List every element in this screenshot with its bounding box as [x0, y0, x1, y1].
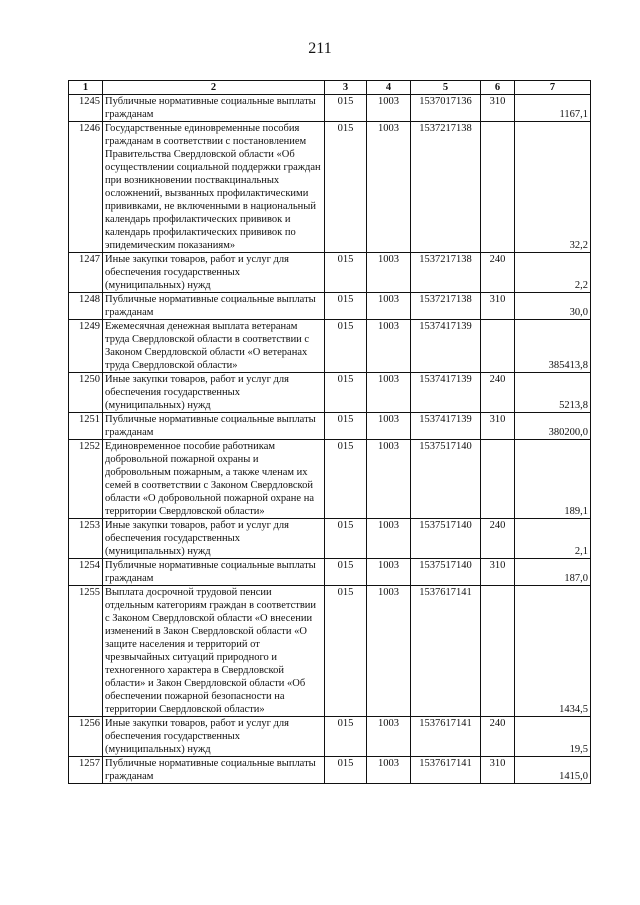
- row-code3-cell: 015: [325, 757, 367, 784]
- row-code6-cell: 240: [481, 717, 515, 757]
- table-row: [69, 95, 591, 122]
- row-sum-cell: 1434,5: [515, 586, 591, 717]
- row-code5-cell: 1537417139: [411, 413, 481, 440]
- table-row: [69, 440, 591, 519]
- table-row: [69, 320, 591, 373]
- table-row: [69, 253, 591, 293]
- row-code6-cell: 240: [481, 253, 515, 293]
- row-code4-cell: 1003: [367, 320, 411, 373]
- row-sum-cell: 1167,1: [515, 95, 591, 122]
- row-number-cell: 1255: [69, 586, 103, 717]
- row-sum-cell: 32,2: [515, 122, 591, 253]
- row-code6-cell: 310: [481, 757, 515, 784]
- row-sum-cell: 2,1: [515, 519, 591, 559]
- row-number-cell: 1251: [69, 413, 103, 440]
- row-name-cell: Выплата досрочной трудовой пенсии отдельным категориям граждан в соответствии с Законом Свердловской области «О внесении изменений в Закон Свердловской области «О защите населения и территорий от чрезвычайных ситуаций природного и техногенного характера в Свердловской области» и Закон Свердловской области «Об обеспечении пожарной безопасности на территории Свердловской области»: [103, 586, 325, 717]
- row-code6-cell: 310: [481, 559, 515, 586]
- row-code3-cell: 015: [325, 440, 367, 519]
- row-code3-cell: 015: [325, 717, 367, 757]
- row-number-cell: 1250: [69, 373, 103, 413]
- row-number-cell: 1256: [69, 717, 103, 757]
- row-name-cell: Иные закупки товаров, работ и услуг для обеспечения государственных (муниципальных) нужд: [103, 519, 325, 559]
- row-name-cell: Иные закупки товаров, работ и услуг для обеспечения государственных (муниципальных) нужд: [103, 253, 325, 293]
- row-code3-cell: 015: [325, 320, 367, 373]
- row-code4-cell: 1003: [367, 373, 411, 413]
- row-number-cell: 1252: [69, 440, 103, 519]
- header-col-7: 7: [515, 81, 591, 95]
- row-name-cell: Публичные нормативные социальные выплаты гражданам: [103, 413, 325, 440]
- row-code6-cell: 310: [481, 95, 515, 122]
- row-number-cell: 1253: [69, 519, 103, 559]
- row-code4-cell: 1003: [367, 122, 411, 253]
- row-code5-cell: 1537617141: [411, 586, 481, 717]
- row-sum-cell: 1415,0: [515, 757, 591, 784]
- row-code6-cell: 310: [481, 293, 515, 320]
- header-col-1: 1: [69, 81, 103, 95]
- row-code4-cell: 1003: [367, 757, 411, 784]
- row-sum-cell: 2,2: [515, 253, 591, 293]
- header-col-3: 3: [325, 81, 367, 95]
- row-code3-cell: 015: [325, 413, 367, 440]
- row-name-cell: Иные закупки товаров, работ и услуг для обеспечения государственных (муниципальных) нужд: [103, 717, 325, 757]
- row-number-cell: 1246: [69, 122, 103, 253]
- row-name-cell: Иные закупки товаров, работ и услуг для обеспечения государственных (муниципальных) нужд: [103, 373, 325, 413]
- row-code4-cell: 1003: [367, 253, 411, 293]
- table-row: [69, 717, 591, 757]
- row-code3-cell: 015: [325, 586, 367, 717]
- row-code4-cell: 1003: [367, 413, 411, 440]
- table-body: [69, 95, 591, 784]
- page-number: 211: [308, 40, 332, 57]
- row-sum-cell: 189,1: [515, 440, 591, 519]
- row-code3-cell: 015: [325, 293, 367, 320]
- table-row: [69, 293, 591, 320]
- row-code5-cell: 1537417139: [411, 373, 481, 413]
- row-number-cell: 1249: [69, 320, 103, 373]
- row-number-cell: 1245: [69, 95, 103, 122]
- header-col-2: 2: [103, 81, 325, 95]
- row-name-cell: Публичные нормативные социальные выплаты гражданам: [103, 95, 325, 122]
- row-code4-cell: 1003: [367, 95, 411, 122]
- row-code4-cell: 1003: [367, 293, 411, 320]
- row-code6-cell: 240: [481, 373, 515, 413]
- row-code4-cell: 1003: [367, 440, 411, 519]
- budget-table: [68, 80, 591, 784]
- row-code6-cell: [481, 586, 515, 717]
- row-name-cell: Ежемесячная денежная выплата ветеранам труда Свердловской области в соответствии с Законом Свердловской области «О ветеранах труда Свердловской области»: [103, 320, 325, 373]
- row-code5-cell: 1537517140: [411, 559, 481, 586]
- row-code3-cell: 015: [325, 122, 367, 253]
- table-row: [69, 373, 591, 413]
- row-code5-cell: 1537217138: [411, 122, 481, 253]
- row-code5-cell: 1537017136: [411, 95, 481, 122]
- row-code4-cell: 1003: [367, 559, 411, 586]
- row-name-cell: Государственные единовременные пособия гражданам в соответствии с постановлением Правительства Свердловской области «Об осуществлении социальной поддержки граждан при возникновении поствакцинальных осложнений, вызванных профилактическими прививками, не включенными в национальный календарь профилактических прививок и календарь профилактических прививок по эпидемическим показаниям»: [103, 122, 325, 253]
- row-sum-cell: 5213,8: [515, 373, 591, 413]
- row-code4-cell: 1003: [367, 717, 411, 757]
- row-code6-cell: 310: [481, 413, 515, 440]
- row-number-cell: 1257: [69, 757, 103, 784]
- table-row: [69, 519, 591, 559]
- row-name-cell: Публичные нормативные социальные выплаты гражданам: [103, 293, 325, 320]
- table-row: [69, 122, 591, 253]
- row-code3-cell: 015: [325, 559, 367, 586]
- row-code4-cell: 1003: [367, 519, 411, 559]
- header-col-4: 4: [367, 81, 411, 95]
- row-code3-cell: 015: [325, 253, 367, 293]
- row-code5-cell: 1537517140: [411, 440, 481, 519]
- row-name-cell: Публичные нормативные социальные выплаты гражданам: [103, 757, 325, 784]
- row-code3-cell: 015: [325, 373, 367, 413]
- table-row: [69, 757, 591, 784]
- row-sum-cell: 30,0: [515, 293, 591, 320]
- row-code3-cell: 015: [325, 519, 367, 559]
- row-number-cell: 1247: [69, 253, 103, 293]
- row-sum-cell: 19,5: [515, 717, 591, 757]
- row-name-cell: Публичные нормативные социальные выплаты гражданам: [103, 559, 325, 586]
- row-code3-cell: 015: [325, 95, 367, 122]
- row-code5-cell: 1537517140: [411, 519, 481, 559]
- row-code6-cell: 240: [481, 519, 515, 559]
- table-row: [69, 586, 591, 717]
- row-code5-cell: 1537617141: [411, 717, 481, 757]
- row-sum-cell: 187,0: [515, 559, 591, 586]
- row-code5-cell: 1537417139: [411, 320, 481, 373]
- row-code5-cell: 1537217138: [411, 293, 481, 320]
- header-col-6: 6: [481, 81, 515, 95]
- table-row: [69, 559, 591, 586]
- row-code6-cell: [481, 122, 515, 253]
- row-code5-cell: 1537617141: [411, 757, 481, 784]
- row-code6-cell: [481, 440, 515, 519]
- table-row: [69, 413, 591, 440]
- row-sum-cell: 385413,8: [515, 320, 591, 373]
- row-number-cell: 1248: [69, 293, 103, 320]
- row-sum-cell: 380200,0: [515, 413, 591, 440]
- row-number-cell: 1254: [69, 559, 103, 586]
- row-code5-cell: 1537217138: [411, 253, 481, 293]
- table-header-row: [69, 81, 591, 95]
- row-name-cell: Единовременное пособие работникам добровольной пожарной охраны и добровольным пожарным, а также членам их семей в соответствии с Законом Свердловской области «О добровольной пожарной охране на территории Свердловской области»: [103, 440, 325, 519]
- row-code6-cell: [481, 320, 515, 373]
- row-code4-cell: 1003: [367, 586, 411, 717]
- header-col-5: 5: [411, 81, 481, 95]
